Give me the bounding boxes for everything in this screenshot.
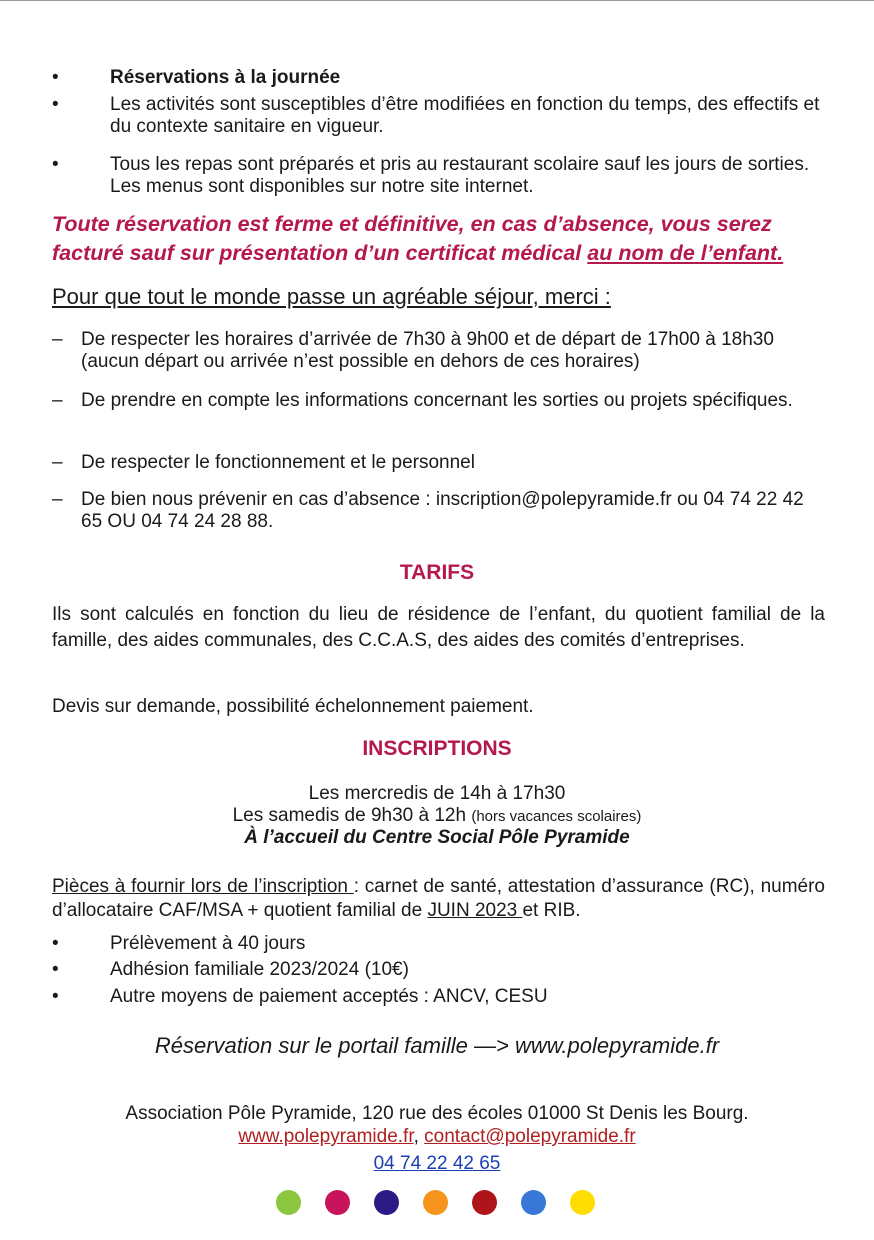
top-border: [0, 0, 874, 1]
bullet-text: Les activités sont susceptibles d’être modifiées en fonction du temps, des effectifs et du contexte sanitaire en vigueur.: [110, 94, 820, 137]
warning-text: Toute réservation est ferme et définitive, en cas d’absence, vous serez facturé sauf sur présentation d’un certificat médical: [52, 212, 772, 265]
website-link[interactable]: www.polepyramide.fr: [238, 1126, 414, 1147]
bullet-text: Réservations à la journée: [110, 67, 341, 88]
bullet-item: [52, 67, 832, 91]
blue-dot: [521, 1190, 546, 1215]
bullet-marker: •: [52, 154, 59, 175]
email-link[interactable]: contact@polepyramide.fr: [424, 1126, 636, 1147]
rule-text: De respecter les horaires d’arrivée de 7h30 à 9h00 et de départ de 17h00 à 18h30 (aucun départ ou arrivée n’est possible en dehors de ces horaires): [81, 329, 774, 372]
navy-dot: [374, 1190, 399, 1215]
yellow-dot: [570, 1190, 595, 1215]
rule-text: De bien nous prévenir en cas d’absence : inscription@polepyramide.fr ou 04 74 22 42 65 OU 04 74 24 28 88.: [81, 489, 804, 532]
pieces-label: Pièces à fournir lors de l’inscription: [52, 876, 354, 897]
payment-item: [52, 986, 832, 1010]
rule-text: De prendre en compte les informations concernant les sorties ou projets spécifiques.: [81, 390, 793, 411]
pieces-month: JUIN 2023: [427, 900, 523, 921]
footer-address: Association Pôle Pyramide, 120 rue des écoles 01000 St Denis les Bourg.: [125, 1103, 749, 1124]
footer-separator: ,: [413, 1126, 419, 1147]
payment-item: [52, 959, 832, 983]
tarifs-paragraph: Ils sont calculés en fonction du lieu de résidence de l’enfant, du quotient familial de la famille, des aides communales, des C.C.A.S, des aides des comités d’entreprises.: [52, 604, 825, 651]
phone-link[interactable]: 04 74 22 42 65: [373, 1153, 501, 1174]
pieces-paragraph: [52, 875, 825, 923]
dash-marker: –: [52, 452, 63, 473]
inscriptions-title: INSCRIPTIONS: [362, 737, 512, 760]
rule-item: [52, 489, 822, 535]
rule-text: De respecter le fonctionnement et le personnel: [81, 452, 475, 473]
rule-item: [52, 329, 822, 375]
bullet-marker: •: [52, 933, 59, 954]
tarifs-note: Devis sur demande, possibilité échelonnement paiement.: [52, 696, 534, 717]
bullet-item: [52, 154, 832, 200]
schedule-wednesday: Les mercredis de 14h à 17h30: [308, 783, 566, 804]
bullet-item: [52, 94, 832, 140]
pieces-text-b: et RIB.: [522, 900, 581, 921]
dash-marker: –: [52, 489, 63, 510]
payment-item: [52, 933, 832, 957]
footer-phone-row: [0, 1153, 874, 1175]
dash-marker: –: [52, 329, 63, 350]
payment-text: Adhésion familiale 2023/2024 (10€): [110, 959, 409, 980]
red-dot: [472, 1190, 497, 1215]
warning-underlined: au nom de l’enfant.: [587, 241, 784, 265]
inscription-location: À l’accueil du Centre Social Pôle Pyramide: [244, 827, 630, 848]
footer-links: [0, 1126, 874, 1148]
orange-dot: [423, 1190, 448, 1215]
bullet-marker: •: [52, 67, 59, 88]
reservation-warning: [52, 210, 842, 268]
bullet-marker: •: [52, 94, 59, 115]
rule-item: [52, 390, 822, 436]
pieces-text-a: : carnet de santé, attestation d’assurance (RC), numéro d’allocataire CAF/MSA + quotient familial de: [52, 876, 825, 921]
bullet-text: Tous les repas sont préparés et pris au restaurant scolaire sauf les jours de sorties. Les menus sont disponibles sur notre site internet.: [110, 154, 810, 197]
rule-item: [52, 452, 822, 476]
bullet-marker: •: [52, 959, 59, 980]
rules-title: Pour que tout le monde passe un agréable séjour, merci :: [52, 284, 611, 309]
green-dot: [276, 1190, 301, 1215]
portal-line: Réservation sur le portail famille —> www.polepyramide.fr: [154, 1033, 720, 1058]
brand-dots: [276, 1190, 595, 1215]
bullet-marker: •: [52, 986, 59, 1007]
dash-marker: –: [52, 390, 63, 411]
tarifs-title: TARIFS: [399, 561, 475, 584]
schedule-saturday: [0, 805, 874, 828]
pink-dot: [325, 1190, 350, 1215]
schedule-saturday-text: Les samedis de 9h30 à 12h: [232, 805, 467, 826]
payment-text: Prélèvement à 40 jours: [110, 933, 306, 954]
payment-text: Autre moyens de paiement acceptés : ANCV, CESU: [110, 986, 548, 1007]
schedule-saturday-note: (hors vacances scolaires): [471, 808, 642, 825]
